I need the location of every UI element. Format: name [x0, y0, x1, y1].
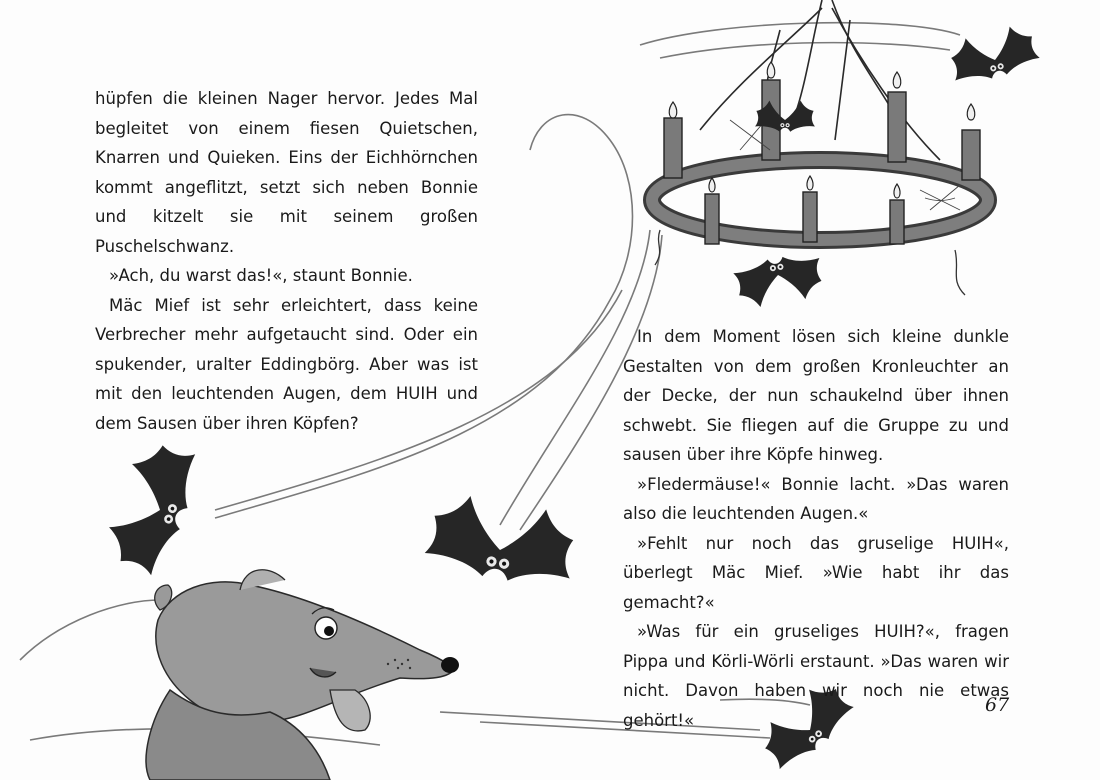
paragraph: In dem Moment lösen sich kleine dunkle Gestalten von dem großen Kronleuchter an der Decke, der nun schaukelnd über ihnen schwebt. Sie fliegen auf die Gruppe zu und sausen über ihre Köpfe hinweg. — [623, 327, 1009, 464]
bat-icon — [99, 435, 206, 579]
right-text-column — [623, 322, 1009, 735]
rat-icon — [146, 570, 459, 780]
paragraph: »Fehlt nur noch das gruselige HUIH«, überlegt Mäc Mief. »Wie habt ihr das gemacht?« — [623, 533, 1009, 612]
bat-icon — [945, 21, 1041, 88]
chandelier-icon — [652, 0, 988, 295]
paragraph: »Fledermäuse!« Bonnie lacht. »Das waren also die leuchtenden Augen.« — [623, 474, 1009, 523]
paragraph: hüpfen die kleinen Nager hervor. Jedes Mal begleitet von einem fiesen Quietschen, Knarren und Quieken. Eins der Eichhörnchen kommt angeflitzt, setzt sich neben Bonnie und kitzelt sie mit seinem großen Puschelschwanz. — [95, 89, 478, 256]
left-text-column — [95, 84, 478, 438]
paragraph: Mäc Mief ist sehr erleichtert, dass keine Verbrecher mehr aufgetaucht sind. Oder ein spukender, uralter Eddingbörg. Aber was ist mit den leuchtenden Augen, dem HUIH und dem Sausen über ihren Köpfen? — [95, 295, 478, 433]
page-number: 67 — [985, 694, 1010, 716]
bat-icon — [732, 251, 826, 311]
paragraph: »Ach, du warst das!«, staunt Bonnie. — [109, 266, 413, 285]
bat-icon — [423, 490, 581, 591]
paragraph: »Was für ein gruseliges HUIH?«, fragen Pippa und Körli-Wörli erstaunt. »Das waren wir nicht. Davon haben wir noch nie etwas gehört!« — [623, 622, 1009, 730]
